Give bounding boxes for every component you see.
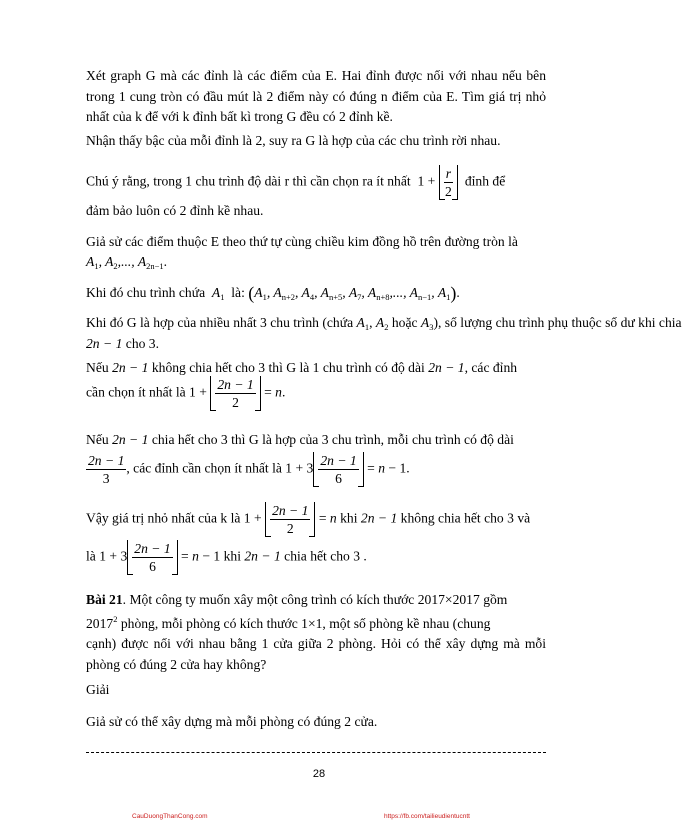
text-segment: chia hết cho 3 thì G là hợp của 3 chu trình, mỗi chu trình có độ dài — [151, 432, 514, 447]
paragraph-union-cont: 2n − 1 cho 3. — [86, 336, 160, 351]
paragraph-conclusion: Vậy giá trị nhỏ nhất của k là 1 + $\frac{2n - 1}{2}$ = n khi 2n − 1 không chia hết cho 3 và — [86, 503, 531, 536]
footer-link-right[interactable]: https://fb.com/tailieudientucntt — [384, 813, 470, 820]
solution-heading: Giải — [86, 682, 110, 697]
paragraph-case-1-cont: cần chọn ít nhất là 1 + $\frac{2n - 1}{2}$ = n. — [86, 377, 286, 410]
problem-21 — [86, 592, 546, 608]
text-segment: chia hết cho 3 . — [284, 548, 367, 564]
text-segment: khi — [340, 510, 358, 526]
points-sequence: $A_1$, $A_2$,..., $A_{2n-1}$. — [86, 254, 168, 271]
paragraph-case-2-cont: $\frac{2n - 1}{3}$ , các đỉnh cần chọn ít nhất là 1 + 3 $\frac{2n - 1}{6}$ = n − 1. — [88, 453, 410, 486]
math-count: 2017 — [86, 616, 114, 631]
text-segment: cần chọn ít nhất là — [86, 384, 186, 400]
math-size: 2017×2017 — [417, 592, 480, 607]
text-segment: , các đỉnh cần chọn ít nhất là — [126, 460, 282, 476]
paragraph-case-2: Nếu 2n − 1 chia hết cho 3 thì G là hợp của 3 chu trình, mỗi chu trình có độ dài — [86, 432, 514, 447]
paragraph-graph-definition: Xét graph G mà các đỉnh là các điểm của E. Hai đỉnh được nối với nhau nếu bên trong 1 cung tròn có đầu mút là 2 điểm này có đúng n điểm của E. Tìm giá trị nhỏ nhất của k để với k đỉnh bất kì trong G đều có 2 đỉnh kề. — [86, 68, 546, 124]
footer-link-left[interactable]: CauDuongThanCong.com — [132, 813, 208, 820]
problem-label: Bài 21 — [86, 592, 123, 607]
text-segment: cho 3. — [125, 336, 160, 351]
problem-21-cont: cạnh) được nối với nhau bằng 1 cửa giữa 2 phòng. Hỏi có thể xây dựng mà mỗi phòng có đúng 2 cửa hay không? — [86, 636, 546, 672]
paragraph-degree: Nhận thấy bậc của mỗi đỉnh là 2, suy ra G là hợp của các chu trình rời nhau. — [86, 133, 501, 148]
text-segment: phòng, mỗi phòng có kích thước — [120, 616, 298, 631]
text-segment: ), số lượng chu trình phụ thuộc số dư khi chia — [433, 315, 682, 330]
text-segment: Chú ý rằng, trong 1 chu trình độ dài r thì cần chọn ra ít nhất — [86, 173, 411, 189]
text-segment: Vậy giá trị nhỏ nhất của k là — [86, 510, 241, 526]
text-segment: khi — [223, 548, 241, 564]
text-segment: . Một công ty muốn xây một công trình có kích thước — [122, 592, 415, 607]
paragraph-cycle: Khi đó chu trình chứa $A_1$ là: ($A_1$, $A_{n+2}$, $A_4$, $A_{n+5}$, $A_7$, $A_{n+8}$,..., $A_{n-1}$, $A_1$). — [86, 283, 460, 303]
text-segment: Khi đó chu trình chứa — [86, 285, 206, 300]
paragraph-conclusion-cont: là 1 + 3 $\frac{2n - 1}{6}$ = n − 1 khi 2n − 1 chia hết cho 3 . — [86, 541, 367, 574]
paragraph-union: Khi đó G là hợp của nhiều nhất 3 chu trình (chứa $A_1$, $A_2$ hoặc $A_3$), số lượng chu trình phụ thuộc số dư khi chia — [86, 315, 682, 332]
text-segment: gồm — [483, 592, 508, 607]
text-segment: không chia hết cho 3 và — [400, 510, 531, 526]
text-segment: không chia hết cho 3 thì G là 1 chu trình có độ dài — [151, 360, 425, 375]
text-segment: Nếu — [86, 432, 109, 447]
paragraph-case-1: Nếu 2n − 1 không chia hết cho 3 thì G là 1 chu trình có độ dài 2n − 1, các đỉnh — [86, 360, 518, 375]
floor-bracket: $\frac{r}{2}$ — [439, 165, 458, 200]
problem-21-line2: 2017$^2$ phòng, mỗi phòng có kích thước 1×1, một số phòng kề nhau (chung — [86, 614, 491, 631]
text-segment: hoặc — [391, 315, 418, 330]
paragraph-cycle-length-cont: đảm bảo luôn có 2 đỉnh kề nhau. — [86, 203, 264, 218]
solution-first-line: Giả sử có thể xây dựng mà mỗi phòng có đúng 2 cửa. — [86, 714, 378, 729]
paragraph-order: Giả sử các điểm thuộc E theo thứ tự cùng chiều kim đồng hồ trên đường tròn là — [86, 234, 518, 249]
text-segment: Nếu — [86, 360, 109, 375]
text-segment: là: — [231, 285, 245, 300]
page-number: 28 — [312, 768, 326, 780]
text-segment: là — [86, 548, 96, 564]
text-segment: Khi đó G là hợp của nhiều nhất 3 chu trình (chứa — [86, 315, 354, 330]
paragraph-cycle-length: Chú ý rằng, trong 1 chu trình độ dài r thì cần chọn ra ít nhất 1 + $\frac{r}{2}$ đỉnh để — [86, 166, 506, 199]
text-segment: đỉnh để — [464, 173, 506, 189]
math-room: 1×1 — [301, 616, 323, 631]
footer-divider — [86, 752, 546, 753]
text-segment: , các đỉnh — [464, 360, 518, 375]
math-exponent: 2 — [113, 614, 118, 624]
